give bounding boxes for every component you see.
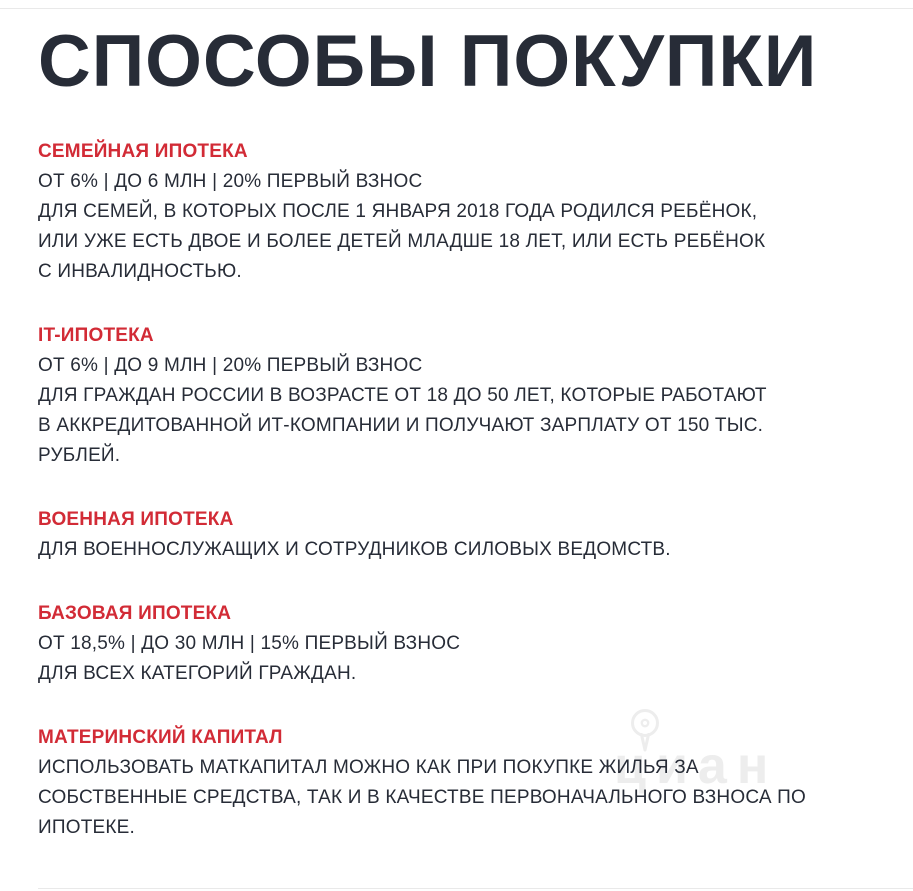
section-body xyxy=(38,167,883,287)
text-line: ОТ 6% | ДО 9 МЛН | 20% ПЕРВЫЙ ВЗНОС xyxy=(38,355,423,376)
text-line: СОБСТВЕННЫЕ СРЕДСТВА, ТАК И В КАЧЕСТВЕ ПЕРВОНАЧАЛЬНОГО ВЗНОСА ПО xyxy=(38,787,807,808)
page-title: СПОСОБЫ ПОКУПКИ xyxy=(38,21,818,102)
text-line: ДЛЯ ВСЕХ КАТЕГОРИЙ ГРАЖДАН. xyxy=(38,663,357,684)
text-line: С ИНВАЛИДНОСТЬЮ. xyxy=(38,261,242,282)
section-body xyxy=(38,753,883,843)
sections-list xyxy=(38,137,883,843)
mortgage-section xyxy=(38,137,883,287)
section-heading: ВОЕННАЯ ИПОТЕКА xyxy=(38,509,234,530)
text-line: ДЛЯ ГРАЖДАН РОССИИ В ВОЗРАСТЕ ОТ 18 ДО 50 ЛЕТ, КОТОРЫЕ РАБОТАЮТ xyxy=(38,385,767,406)
text-line: РУБЛЕЙ. xyxy=(38,445,121,466)
bottom-divider xyxy=(38,888,913,889)
mortgage-section xyxy=(38,505,883,565)
text-line: В АККРЕДИТОВАННОЙ ИТ-КОМПАНИИ И ПОЛУЧАЮТ ЗАРПЛАТУ ОТ 150 ТЫС. xyxy=(38,415,764,436)
text-line: ИСПОЛЬЗОВАТЬ МАТКАПИТАЛ МОЖНО КАК ПРИ ПОКУПКЕ ЖИЛЬЯ ЗА xyxy=(38,757,699,778)
text-line: ОТ 6% | ДО 6 МЛН | 20% ПЕРВЫЙ ВЗНОС xyxy=(38,171,423,192)
section-heading: МАТЕРИНСКИЙ КАПИТАЛ xyxy=(38,727,283,748)
content xyxy=(38,0,883,843)
section-body xyxy=(38,351,883,471)
section-body xyxy=(38,535,883,565)
section-heading: БАЗОВАЯ ИПОТЕКА xyxy=(38,603,232,624)
section-heading: IT-ИПОТЕКА xyxy=(38,325,154,346)
mortgage-section xyxy=(38,321,883,471)
text-line: ДЛЯ ВОЕННОСЛУЖАЩИХ И СОТРУДНИКОВ СИЛОВЫХ ВЕДОМСТВ. xyxy=(38,539,671,560)
mortgage-section xyxy=(38,723,883,843)
section-heading: СЕМЕЙНАЯ ИПОТЕКА xyxy=(38,141,248,162)
watermark-logo-text: циан xyxy=(614,737,779,795)
text-line: ИПОТЕКЕ. xyxy=(38,817,135,838)
text-line: ДЛЯ СЕМЕЙ, В КОТОРЫХ ПОСЛЕ 1 ЯНВАРЯ 2018 ГОДА РОДИЛСЯ РЕБЁНОК, xyxy=(38,201,758,222)
text-line: ОТ 18,5% | ДО 30 МЛН | 15% ПЕРВЫЙ ВЗНОС xyxy=(38,633,461,654)
text-line: ИЛИ УЖЕ ЕСТЬ ДВОЕ И БОЛЕЕ ДЕТЕЙ МЛАДШЕ 18 ЛЕТ, ИЛИ ЕСТЬ РЕБЁНОК xyxy=(38,231,766,252)
section-body xyxy=(38,629,883,689)
mortgage-section xyxy=(38,599,883,689)
